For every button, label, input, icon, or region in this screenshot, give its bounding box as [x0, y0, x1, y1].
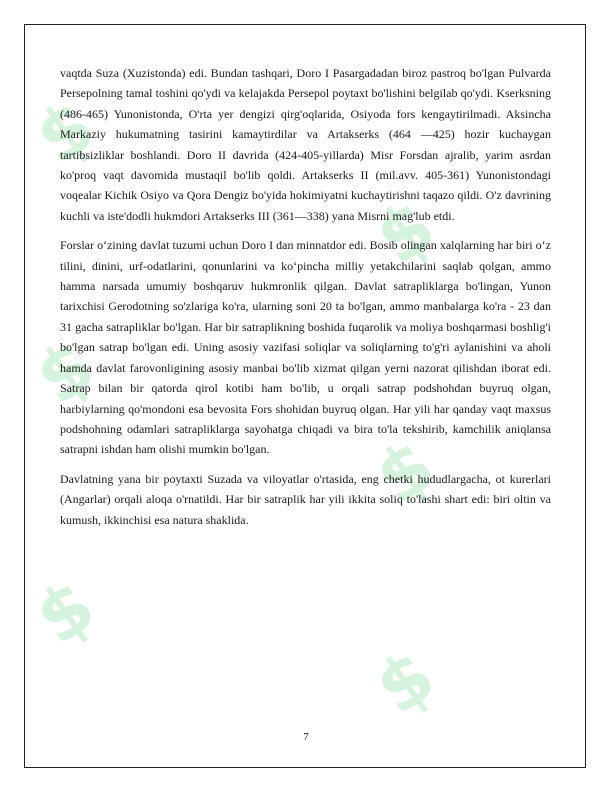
watermark-symbol: $ [360, 183, 450, 281]
watermark-symbol: $ [20, 323, 110, 421]
page-number: 7 [303, 731, 309, 743]
watermark-symbol: $ [360, 423, 450, 521]
watermark-symbol: $ [20, 83, 110, 181]
paragraph: vaqtda Suza (Xuzistonda) edi. Bundan tashqari, Doro I Pasargadadan biroz pastroq bo'lgan Pulvarda Persepolning tamal toshini qo'ydi va kelajakda Persepol poytaxt bo'lishini belgilab qo'ydi. Kserksning (486-465) Yunonistonda, O'rta yer dengizi qirg'oqlarida, Osiyoda fors kengaytirilmadi. Aksincha Markaziy hukumatning tasirini kamaytirdilar va Artakserks (464 —425) hozir kuchaygan tartibsizliklar boshlandi. Doro II davrida (424-405-yillarda) Misr Forsdan ajralib, yarim asrdan ko'proq vaqt davomida mustaqil bo'lib qoldi. Artakserks II (mil.avv. 405-361) Yunonistondagi voqealar Kichik Osiyo va Qora Dengiz bo'yida hokimiyatni kuchaytirishni taqazo qildi. O'z davrining kuchli va iste'dodli hukmdori Artakserks III (361—338) yana Misrni mag'lub etdi. [60, 66, 551, 223]
paragraph: Davlatning yana bir poytaxti Suzada va viloyatlar o'rtasida, eng chetki hududlargacha, ot kurerlari (Angarlar) orqali aloqa o'rnatildi. Har bir satraplik har yili ikkita soliq to'lashi shart edi: biri oltin va kumush, ikkinchisi esa natura shaklida. [60, 471, 551, 527]
watermark-symbol: $ [20, 563, 110, 661]
watermark-symbol: $ [360, 633, 450, 731]
paragraph: Forslar o‘zining davlat tuzumi uchun Doro I dan minnatdor edi. Bosib olingan xalqlarning har biri o‘z tilini, dinini, urf-odatlarini, qonunlarini va ko‘pincha milliy yetakchilarini saqlab qolgan, ammo hamma narsada umumiy boshqaruv hukmronlik qilgan. Davlat satrapliklarga bo'lingan, Yunon tarixchisi Gerodotning so'zlariga ko'ra, ularning soni 20 ta bo'lgan, ammo manbalarga ko'ra - 23 dan 31 gacha satrapliklar bo'lgan. Har bir satraplikning boshida fuqarolik va moliya boshqarmasi boshlig'i bo'lgan satrap bo'lgan edi. Uning asosiy vazifasi soliqlar va soliqlarning to'g'ri aylanishini va aholi hamda davlat farovonligining asosiy manbai bo'lib xizmat qilgan yerni nazorat qilishdan iborat edi. Satrap bilan bir qatorda qirol kotibi ham bo'lib, u orqali satrap podshohdan buyruq olgan, harbiylarning qo'mondoni esa bevosita Fors shohidan buyruq olgan. Har yili har qanday vaqt maxsus podshohning odamlari satrapliklarga sayohatga chiqadi va bira to'la tekshirib, kamchilik aniqlansa satrapni ishdan ham olishi mumkin bo'lgan. [60, 238, 551, 457]
body-text [60, 63, 551, 539]
